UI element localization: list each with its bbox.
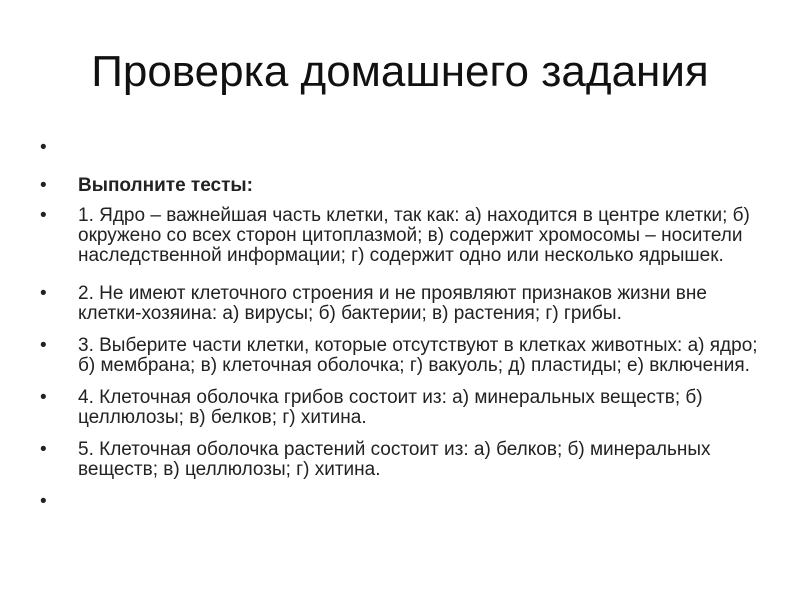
list-item-text: 3. Выберите части клетки, которые отсутствуют в клетках животных: а) ядро; б) мембрана; в) клеточная оболочка; г) вакуоль; д) пластиды; е) включения. <box>78 335 758 376</box>
list-item <box>40 176 760 196</box>
list-item-text: 2. Не имеют клеточного строения и не проявляют признаков жизни вне клетки-хозяина: а) вирусы; б) бактерии; в) растения; г) грибы. <box>78 283 707 324</box>
list-item <box>40 440 760 480</box>
list-item <box>40 388 760 428</box>
bullet-icon: • <box>40 335 47 356</box>
bullet-icon: • <box>40 491 47 512</box>
list-item <box>40 284 760 324</box>
list-item-text: 1. Ядро – важнейшая часть клетки, так как: а) находится в центре клетки; б) окружено со всех сторон цитоплазмой; в) содержит хромосомы – носители наследственной информации; г) содержит одно или несколько ядрышек. <box>78 205 750 266</box>
bullet-icon: • <box>40 283 47 304</box>
list-item-text: 5. Клеточная оболочка растений состоит из: а) белков; б) минеральных веществ; в) целлюлозы; г) хитина. <box>78 439 711 480</box>
list-item <box>40 138 760 158</box>
slide-title: Проверка домашнего задания <box>91 47 709 96</box>
bullet-icon: • <box>40 205 47 226</box>
list-item <box>40 206 760 266</box>
bullet-icon: • <box>40 387 47 408</box>
list-item <box>40 492 760 512</box>
bullet-icon: • <box>40 439 47 460</box>
bullet-icon: • <box>40 175 47 196</box>
bullet-icon: • <box>40 137 47 158</box>
list-item <box>40 336 760 376</box>
list-item-text: Выполните тесты: <box>78 175 253 196</box>
list-item-text: 4. Клеточная оболочка грибов состоит из: а) минеральных веществ; б) целлюлозы; в) белков; г) хитина. <box>78 387 703 428</box>
bullet-list <box>40 138 760 512</box>
